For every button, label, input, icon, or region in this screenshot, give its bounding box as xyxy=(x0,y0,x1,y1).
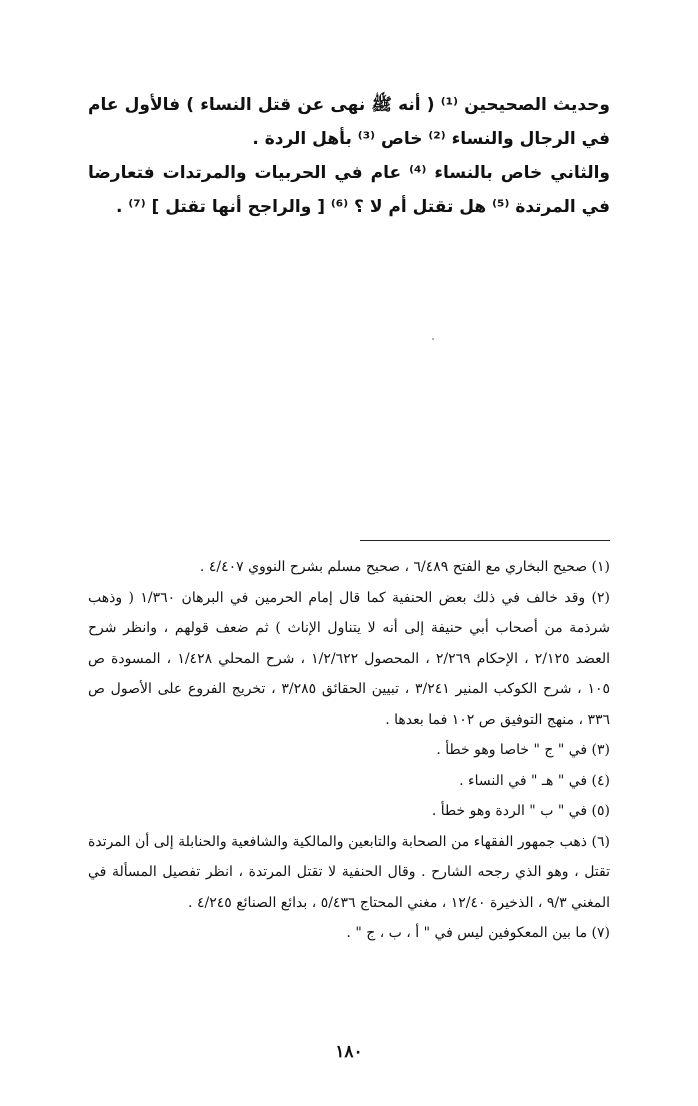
main-text xyxy=(88,88,610,224)
footnote-divider xyxy=(360,540,610,541)
footnotes xyxy=(88,552,610,949)
footnote-6: (٦) ذهب جمهور الفقهاء من الصحابة والتابعين والمالكية والشافعية والحنابلة إلى أن المرتدة تقتل ، وهو الذي رجحه الشارح . وقال الحنفية لا تقتل المرتدة ، انظر تفصيل المسألة في المغني ٩/٣ ، الذخيرة ١٢/٤٠ ، مغني المحتاج ٥/٤٣٦ ، بدائع الصنائع ٤/٢٤٥ . xyxy=(88,833,610,911)
footnote-5: (٥) في " ب " الردة وهو خطأ . xyxy=(431,803,610,819)
footnote-7: (٧) ما بين المعكوفين ليس في " أ ، ب ، ج " . xyxy=(346,925,610,941)
stray-dot xyxy=(432,338,434,340)
footnote-3: (٣) في " ج " خاصا وهو خطأ . xyxy=(436,742,610,758)
main-paragraph-2: والثاني خاص بالنساء ⁽⁴⁾ عام في الحربيات والمرتدات فتعارضا في المرتدة ⁽⁵⁾ هل تقتل أم لا ؟ ⁽⁶⁾ [ والراجح أنها تقتل ] ⁽⁷⁾ . xyxy=(88,163,610,217)
footnote-4: (٤) في " هـ " في النساء . xyxy=(459,772,610,789)
page-number: ١٨٠ xyxy=(335,1042,363,1062)
main-paragraph-1: وحديث الصحيحين ⁽¹⁾ ( أنه ﷺ نهى عن قتل النساء ) فالأول عام في الرجال والنساء ⁽²⁾ خاص ⁽³⁾ بأهل الردة . xyxy=(88,95,610,149)
footnote-1: (١) صحيح البخاري مع الفتح ٦/٤٨٩ ، صحيح مسلم بشرح النووي ٤/٤٠٧ . xyxy=(199,559,610,575)
footnote-2: (٢) وقد خالف في ذلك بعض الحنفية كما قال إمام الحرمين في البرهان ١/٣٦٠ ( وذهب شرذمة من أصحاب أبي حنيفة إلى أنه لا يتناول الإناث ) ثم ضعف قولهم ، وانظر شرح العضد ٢/١٢٥ ، الإحكام ٢/٢٦٩ ، المحصول ١/٢/٦٢٢ ، شرح المحلي ١/٤٢٨ ، المسودة ص ١٠٥ ، شرح الكوكب المنير ٣/٢٤١ ، تبيين الحقائق ٣/٢٨٥ ، تخريج الفروع على الأصول ص ٣٣٦ ، منهج التوفيق ص ١٠٢ فما بعدها . xyxy=(88,589,611,728)
